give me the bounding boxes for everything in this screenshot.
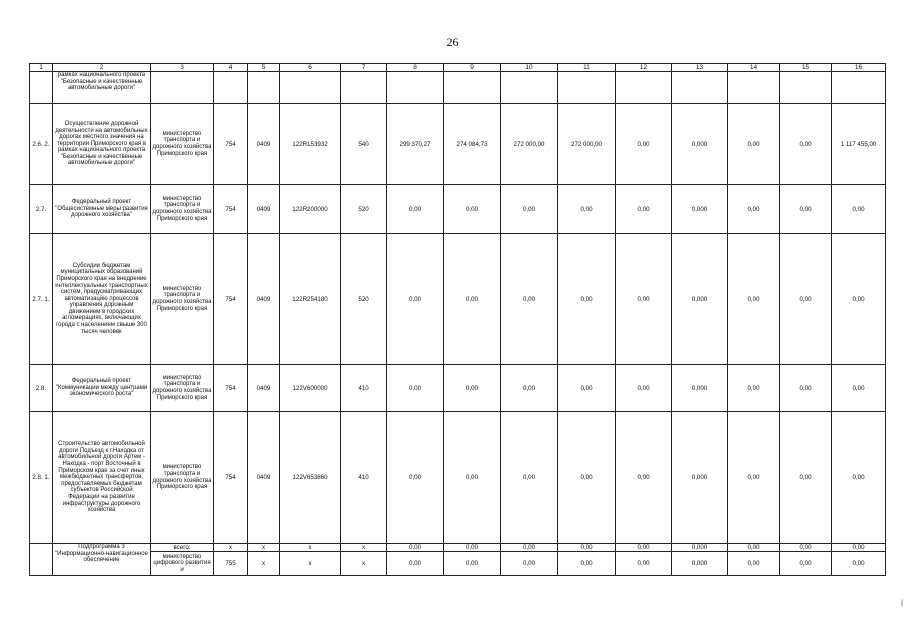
table-cell bbox=[444, 72, 501, 104]
table-cell: 0,00 bbox=[832, 544, 886, 552]
table-cell: 0,00 bbox=[501, 365, 558, 412]
table-cell: 0,000 bbox=[672, 185, 728, 234]
table-cell bbox=[728, 72, 780, 104]
table-cell: 0,00 bbox=[501, 234, 558, 365]
table-cell: х bbox=[280, 544, 341, 552]
table-cell: 0,00 bbox=[444, 234, 501, 365]
budget-table bbox=[29, 63, 886, 576]
table-cell: 0,00 bbox=[616, 552, 672, 576]
table-cell: 410 bbox=[341, 412, 387, 544]
header-cell: 9 bbox=[444, 64, 501, 72]
table-cell: х bbox=[341, 552, 387, 576]
table-cell: 0,000 bbox=[672, 552, 728, 576]
table-cell: 0,00 bbox=[444, 412, 501, 544]
table-cell bbox=[30, 544, 53, 576]
table-cell: 0,00 bbox=[558, 412, 616, 544]
table-cell: 755 bbox=[214, 552, 248, 576]
table-cell: Субсидии бюджетам муниципальных образований Приморского края на внедрение интеллектуальных транспортных систем, предусматривающих автоматизацию процессов управления дорожным движением в городских агломерациях, включающих города с населением свыше 300 тысяч человек bbox=[53, 234, 151, 365]
table-cell: 754 bbox=[214, 365, 248, 412]
header-cell: 2 bbox=[53, 64, 151, 72]
table-row bbox=[30, 365, 886, 412]
table-cell: 2.6. 2. bbox=[30, 104, 53, 185]
table-cell: х bbox=[248, 552, 280, 576]
header-cell: 12 bbox=[616, 64, 672, 72]
table-cell: 122V653860 bbox=[280, 412, 341, 544]
table-row bbox=[30, 234, 886, 365]
table-cell: 0,00 bbox=[501, 185, 558, 234]
header-cell: 6 bbox=[280, 64, 341, 72]
table-row bbox=[30, 552, 886, 576]
table-cell: министерство транспорта и дорожного хозяйства Приморского края bbox=[151, 104, 214, 185]
table-cell: 272 000,00 bbox=[558, 104, 616, 185]
table-cell: 0,00 bbox=[780, 544, 832, 552]
table-cell: 0,00 bbox=[387, 412, 444, 544]
table-cell: 0,00 bbox=[780, 412, 832, 544]
table-cell: 754 bbox=[214, 104, 248, 185]
table-cell bbox=[501, 72, 558, 104]
table-row bbox=[30, 185, 886, 234]
table-cell: 0409 bbox=[248, 412, 280, 544]
table-cell: Федеральный проект "Коммуникации между центрами экономического роста" bbox=[53, 365, 151, 412]
table-cell: 0,00 bbox=[616, 234, 672, 365]
table-cell: 0,00 bbox=[558, 544, 616, 552]
table-cell: 0,00 bbox=[832, 185, 886, 234]
table-cell: 0,000 bbox=[672, 365, 728, 412]
table-cell: 0,000 bbox=[672, 544, 728, 552]
table-cell: х bbox=[341, 544, 387, 552]
table-cell bbox=[387, 72, 444, 104]
table-cell: 0,00 bbox=[780, 234, 832, 365]
table-cell: Федеральный проект "Общесистемные меры развития дорожного хозяйства" bbox=[53, 185, 151, 234]
table-cell: 0,00 bbox=[728, 412, 780, 544]
header-cell: 4 bbox=[214, 64, 248, 72]
table-cell: 0,000 bbox=[672, 234, 728, 365]
header-cell: 1 bbox=[30, 64, 53, 72]
table-cell: 520 bbox=[341, 234, 387, 365]
table-cell: 0,00 bbox=[728, 104, 780, 185]
table-cell: 0,00 bbox=[780, 365, 832, 412]
table-cell: 0,000 bbox=[672, 104, 728, 185]
table-cell: 754 bbox=[214, 234, 248, 365]
table-cell: 0,00 bbox=[780, 185, 832, 234]
table-row bbox=[30, 72, 886, 104]
header-cell: 8 bbox=[387, 64, 444, 72]
table-cell: 0,00 bbox=[616, 412, 672, 544]
table-cell: 274 084,73 bbox=[444, 104, 501, 185]
table-cell bbox=[616, 72, 672, 104]
table-cell: х bbox=[248, 544, 280, 552]
header-cell: 14 bbox=[728, 64, 780, 72]
table-cell: всего: bbox=[151, 544, 214, 552]
table-cell: 2.7. 1. bbox=[30, 234, 53, 365]
table-cell: х bbox=[280, 552, 341, 576]
table-cell: 0,000 bbox=[672, 412, 728, 544]
table-cell: 122V600000 bbox=[280, 365, 341, 412]
table-cell: рамках национального проекта "Безопасные и качественные автомобильные дороги" bbox=[53, 72, 151, 104]
table-cell: 520 bbox=[341, 185, 387, 234]
table-cell: 0,00 bbox=[616, 185, 672, 234]
table-cell: 122R153932 bbox=[280, 104, 341, 185]
table-cell: 0409 bbox=[248, 185, 280, 234]
table-cell bbox=[248, 72, 280, 104]
table-cell: 0,00 bbox=[387, 544, 444, 552]
header-cell: 5 bbox=[248, 64, 280, 72]
table-cell: 0,00 bbox=[728, 234, 780, 365]
table-cell: 0,00 bbox=[728, 185, 780, 234]
table-cell: 0,00 bbox=[558, 185, 616, 234]
table-row bbox=[30, 104, 886, 185]
table-cell: 0,00 bbox=[832, 365, 886, 412]
table-cell: 0,00 bbox=[780, 104, 832, 185]
table-cell: 540 bbox=[341, 104, 387, 185]
header-cell: 16 bbox=[832, 64, 886, 72]
table-cell: 2.8. 1. bbox=[30, 412, 53, 544]
table-cell: 0,00 bbox=[501, 412, 558, 544]
table-cell: 0,00 bbox=[728, 552, 780, 576]
table-cell: 0,00 bbox=[728, 365, 780, 412]
table-cell: 0,00 bbox=[444, 552, 501, 576]
table-cell: 0,00 bbox=[780, 552, 832, 576]
table-cell: 0,00 bbox=[832, 412, 886, 544]
table-cell: министерство транспорта и дорожного хозяйства Приморского края bbox=[151, 365, 214, 412]
table-cell: Осуществление дорожной деятельности на автомобильных дорогах местного значения на территории Приморского края в рамках национального проекта "Безопасные и качественные автомобильные дороги" bbox=[53, 104, 151, 185]
table-cell: 0,00 bbox=[558, 234, 616, 365]
table-cell: 1 117 455,00 bbox=[832, 104, 886, 185]
table-cell: 122R200000 bbox=[280, 185, 341, 234]
table-cell: министерство транспорта и дорожного хозяйства Приморского края bbox=[151, 234, 214, 365]
table-cell bbox=[151, 72, 214, 104]
table-cell: 0,00 bbox=[444, 544, 501, 552]
table-cell: 0,00 bbox=[444, 365, 501, 412]
table-cell: 754 bbox=[214, 185, 248, 234]
table-cell: 0,00 bbox=[387, 365, 444, 412]
table-cell: 0409 bbox=[248, 365, 280, 412]
header-cell: 10 bbox=[501, 64, 558, 72]
table-cell bbox=[214, 72, 248, 104]
table-cell bbox=[832, 72, 886, 104]
header-cell: 11 bbox=[558, 64, 616, 72]
header-cell: 13 bbox=[672, 64, 728, 72]
header-cell: 15 bbox=[780, 64, 832, 72]
table-cell: 0,00 bbox=[387, 185, 444, 234]
table-cell: 0,00 bbox=[501, 544, 558, 552]
page-number: 26 bbox=[446, 35, 459, 49]
header-cell: 3 bbox=[151, 64, 214, 72]
table-cell: Строительство автомобильной дороги Подъезд к г.Находка от автомобильной дороги Артем - Находка - порт Восточный в Приморском крае за счет иных межбюджетных трансфертов, предоставляемых бюджетам субъектов Российской Федерации на развитие инфраструктуры дорожного хозяйства bbox=[53, 412, 151, 544]
table-cell: 410 bbox=[341, 365, 387, 412]
table-cell: 0,00 bbox=[558, 552, 616, 576]
table-cell: 0409 bbox=[248, 104, 280, 185]
table-cell: 299 370,27 bbox=[387, 104, 444, 185]
table-cell: 0,00 bbox=[728, 544, 780, 552]
table-cell: 0,00 bbox=[558, 365, 616, 412]
table-cell bbox=[30, 72, 53, 104]
table-cell: 0,00 bbox=[616, 365, 672, 412]
table-cell: 0,00 bbox=[387, 552, 444, 576]
table-cell: министерство цифрового развития и bbox=[151, 552, 214, 576]
table-cell: 754 bbox=[214, 412, 248, 544]
table-cell: 0,00 bbox=[832, 234, 886, 365]
table-row bbox=[30, 544, 886, 552]
subprogram-name: Подпрограмма 3 "Информационно-навигационное обеспечение bbox=[53, 544, 151, 576]
table-cell bbox=[280, 72, 341, 104]
header-row bbox=[30, 64, 886, 72]
table-cell: 272 000,00 bbox=[501, 104, 558, 185]
table-cell: 0,00 bbox=[501, 552, 558, 576]
table-cell: министерство транспорта и дорожного хозяйства Приморского края bbox=[151, 412, 214, 544]
table-cell: х bbox=[214, 544, 248, 552]
table-cell: министерство транспорта и дорожного хозяйства Приморского края bbox=[151, 185, 214, 234]
table-row bbox=[30, 412, 886, 544]
table-cell bbox=[341, 72, 387, 104]
table-cell: 0,00 bbox=[616, 104, 672, 185]
table-cell: 2.8. bbox=[30, 365, 53, 412]
table-cell: 0,00 bbox=[444, 185, 501, 234]
table-cell: 0,00 bbox=[832, 552, 886, 576]
table-cell: 0,00 bbox=[387, 234, 444, 365]
edge-mark: | bbox=[901, 600, 903, 607]
table-cell bbox=[672, 72, 728, 104]
table-cell: 2.7. bbox=[30, 185, 53, 234]
table-cell: 122R254180 bbox=[280, 234, 341, 365]
header-cell: 7 bbox=[341, 64, 387, 72]
table-cell bbox=[780, 72, 832, 104]
table-cell: 0,00 bbox=[616, 544, 672, 552]
table-cell: 0409 bbox=[248, 234, 280, 365]
table-cell bbox=[558, 72, 616, 104]
